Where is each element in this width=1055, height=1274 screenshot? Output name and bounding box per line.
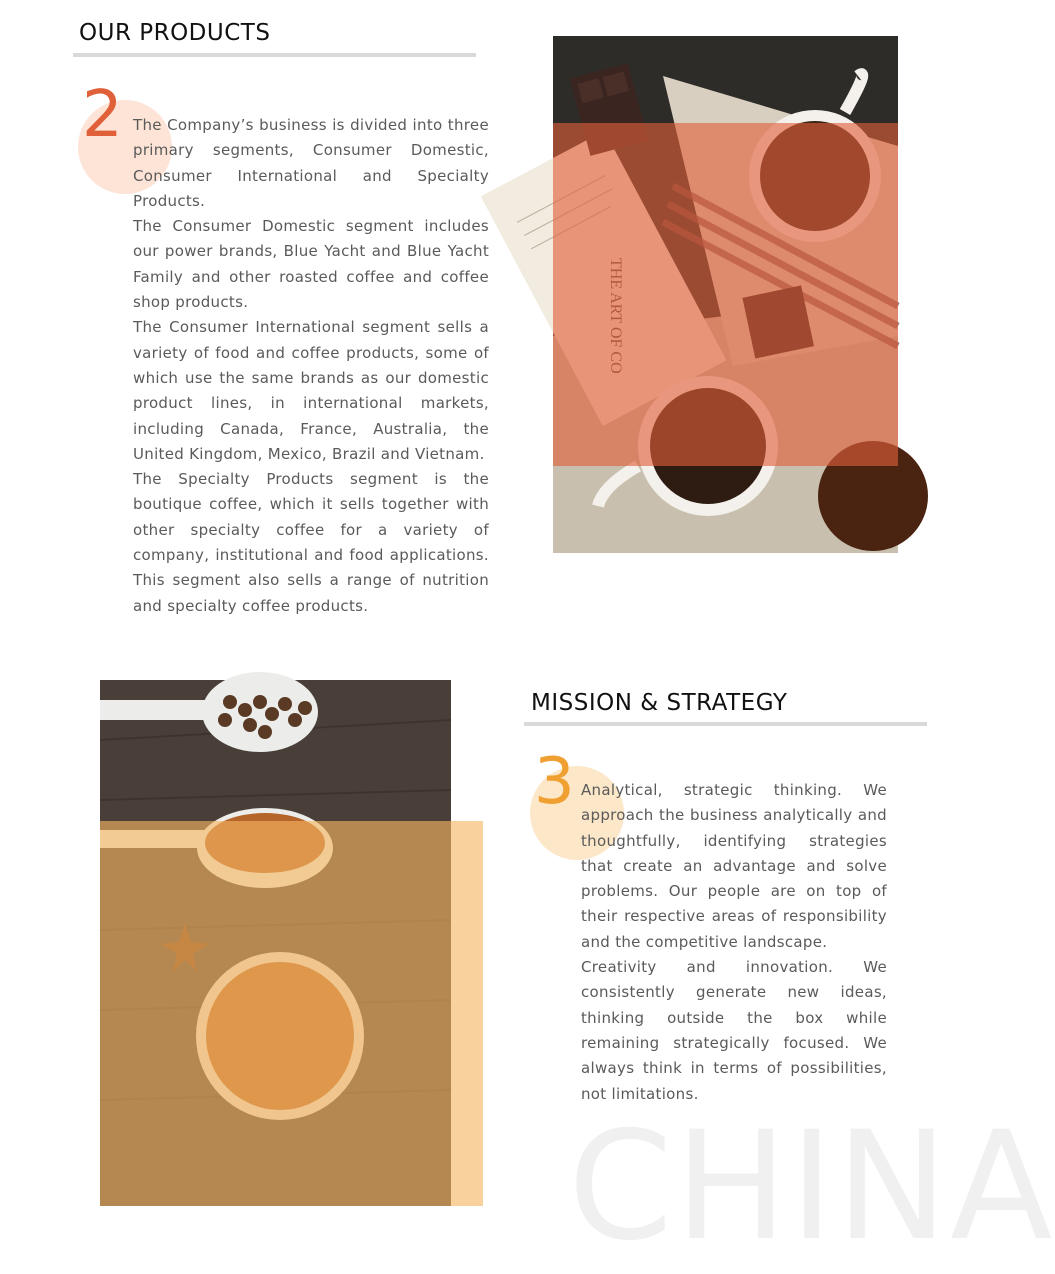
mission-title: MISSION & STRATEGY [531,690,788,716]
products-body [133,113,489,619]
products-paragraph: The Company’s business is divided into three primary segments, Consumer Domestic, Consumer International and Specialty Products. [133,116,489,210]
china-watermark: CHINA [568,1100,1055,1274]
mission-title-underline [524,722,927,726]
products-paragraph: The Consumer Domestic segment includes our power brands, Blue Yacht and Blue Yacht Family and other roasted coffee and coffee shop products. [133,217,489,312]
mission-paragraph: Analytical, strategic thinking. We approach the business analytically and thoughtfully, identifying strategies that create an advantage and solve problems. Our people are on top of their respective areas of responsibility and the competitive landscape. [581,781,887,951]
products-paragraph: The Specialty Products segment is the boutique coffee, which it sells together with other specialty coffee for a variety of company, institutional and food applications. This segment also sells a range of nutrition and specialty coffee products. [133,470,489,615]
coffee-photo [553,36,898,553]
mission-paragraph: Creativity and innovation. We consistently generate new ideas, thinking outside the box while remaining strategically focused. We always think in terms of possibilities, not limitations. [581,958,887,1103]
spice-photo [100,680,483,1206]
products-paragraph: The Consumer International segment sells a variety of food and coffee products, some of which use the same brands as our domestic product lines, in international markets, including Canada, France, Australia, the United Kingdom, Mexico, Brazil and Vietnam. [133,318,489,463]
products-title: OUR PRODUCTS [79,20,271,46]
products-title-underline [73,53,476,57]
mission-body [581,778,887,1107]
products-section-number: 2 [82,78,123,152]
mission-section-number: 3 [534,745,575,819]
